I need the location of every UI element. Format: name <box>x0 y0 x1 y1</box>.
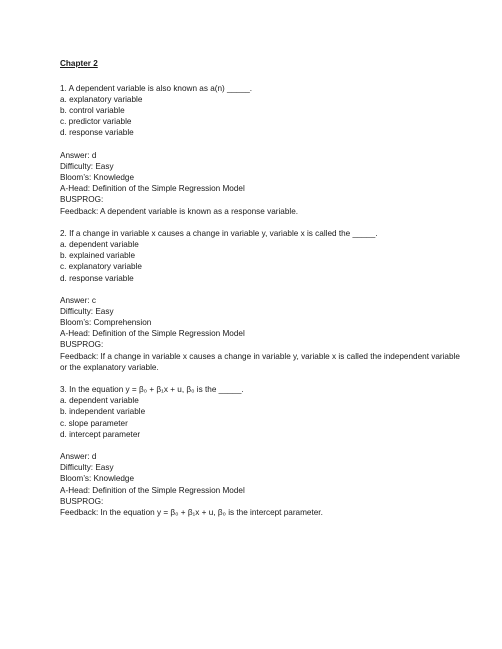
a-head: A-Head: Definition of the Simple Regression Model <box>60 184 245 194</box>
option-c: c. predictor variable <box>60 117 132 127</box>
option-c: c. explanatory variable <box>60 262 142 272</box>
blooms-level: Bloom’s: Comprehension <box>60 318 152 328</box>
option-d: d. response variable <box>60 128 134 138</box>
option-c: c. slope parameter <box>60 418 128 428</box>
feedback: Feedback: In the equation y = β₀ + β₁x + u, β₀ is the intercept parameter. <box>60 507 323 517</box>
answer: Answer: d <box>60 452 97 462</box>
answer: Answer: d <box>60 151 97 161</box>
blooms-level: Bloom’s: Knowledge <box>60 474 135 484</box>
answer: Answer: c <box>60 296 96 306</box>
question-stem: 1. A dependent variable is also known as a(n) _____. <box>60 84 253 94</box>
feedback: Feedback: A dependent variable is known as a response variable. <box>60 206 299 216</box>
feedback: Feedback: If a change in variable x causes a change in variable y, variable x is called the independent variable or the explanatory variable. <box>60 351 460 372</box>
difficulty: Difficulty: Easy <box>60 307 114 317</box>
busprog: BUSPROG: <box>60 496 104 506</box>
option-b: b. independent variable <box>60 407 146 417</box>
a-head: A-Head: Definition of the Simple Regression Model <box>60 329 245 339</box>
question-2 <box>60 228 462 373</box>
difficulty: Difficulty: Easy <box>60 463 114 473</box>
question-3 <box>60 384 462 518</box>
option-b: b. control variable <box>60 106 125 116</box>
busprog: BUSPROG: <box>60 340 104 350</box>
chapter-title: Chapter 2 <box>60 59 98 68</box>
question-1 <box>60 83 462 217</box>
busprog: BUSPROG: <box>60 195 104 205</box>
question-stem: 2. If a change in variable x causes a change in variable y, variable x is called the _____. <box>60 229 378 239</box>
a-head: A-Head: Definition of the Simple Regression Model <box>60 485 245 495</box>
option-a: a. dependent variable <box>60 396 139 406</box>
option-b: b. explained variable <box>60 251 136 261</box>
question-stem: 3. In the equation y = β₀ + β₁x + u, β₀ is the _____. <box>60 385 244 395</box>
option-a: a. explanatory variable <box>60 95 143 105</box>
difficulty: Difficulty: Easy <box>60 162 114 172</box>
option-d: d. response variable <box>60 273 134 283</box>
option-a: a. dependent variable <box>60 240 139 250</box>
option-d: d. intercept parameter <box>60 429 141 439</box>
blooms-level: Bloom’s: Knowledge <box>60 173 135 183</box>
